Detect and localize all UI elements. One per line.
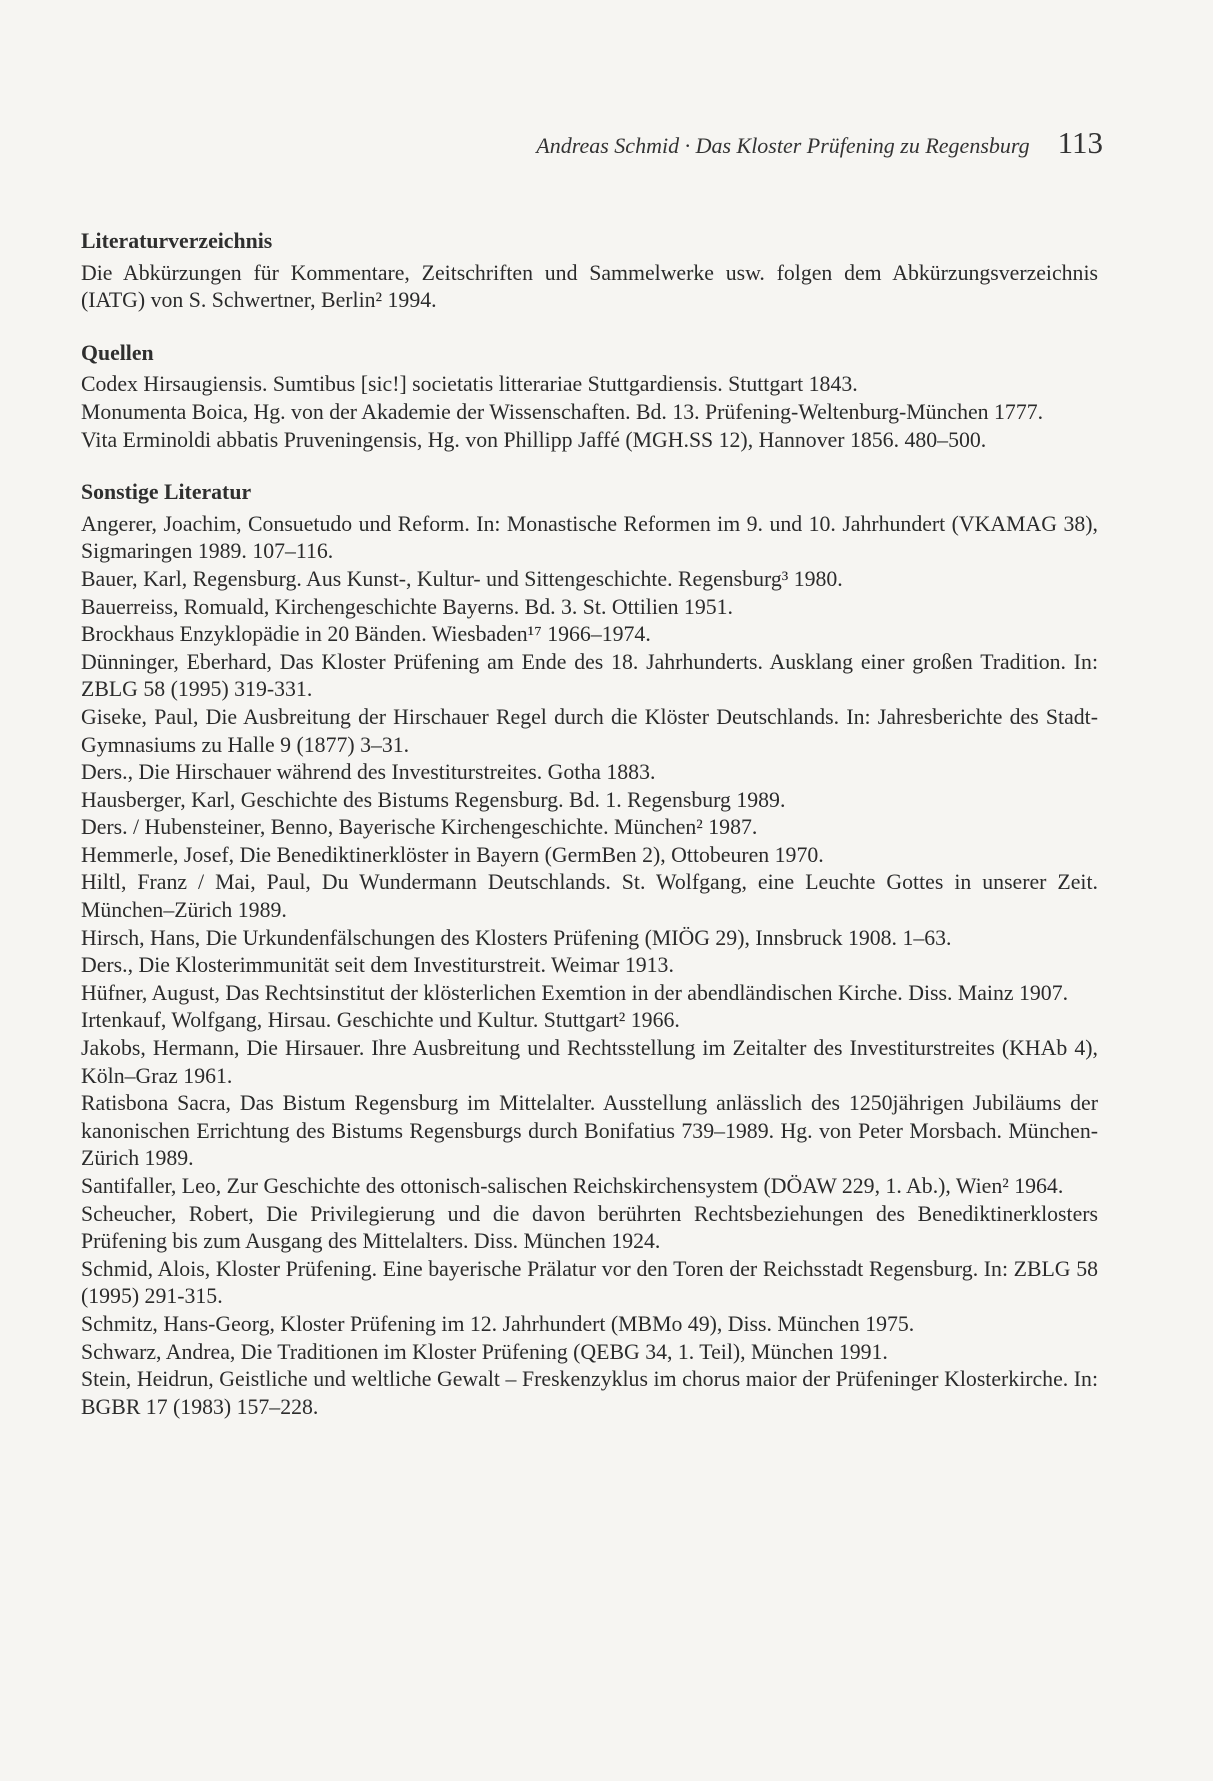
bibliography-entry: Bauer, Karl, Regensburg. Aus Kunst-, Kultur- und Sittengeschichte. Regensburg³ 1980. <box>81 566 843 591</box>
bibliography <box>81 228 1098 1446</box>
bibliography-entry: Hirsch, Hans, Die Urkundenfälschungen des Klosters Prüfening (MIÖG 29), Innsbruck 1908. 1–63. <box>81 925 952 950</box>
bibliography-entry: Angerer, Joachim, Consuetudo und Reform. In: Monastische Reformen im 9. und 10. Jahrhundert (VKAMAG 38), Sigmaringen 1989. 107–116. <box>81 511 1098 564</box>
bibliography-entry: Brockhaus Enzyklopädie in 20 Bänden. Wiesbaden¹⁷ 1966–1974. <box>81 622 651 647</box>
bibliography-entry: Ders., Die Klosterimmunität seit dem Investiturstreit. Weimar 1913. <box>81 953 674 978</box>
bibliography-entry: Schmitz, Hans-Georg, Kloster Prüfening im 12. Jahrhundert (MBMo 49), Diss. München 1975. <box>81 1311 915 1336</box>
bibliography-entry: Hüfner, August, Das Rechtsinstitut der klösterlichen Exemtion in der abendländischen Kirche. Diss. Mainz 1907. <box>81 980 1069 1005</box>
bibliography-entry: Hemmerle, Josef, Die Benediktinerklöster in Bayern (GermBen 2), Ottobeuren 1970. <box>81 842 824 867</box>
bibliography-entry: Monumenta Boica, Hg. von der Akademie der Wissenschaften. Bd. 13. Prüfening-Weltenburg-München 1777. <box>81 399 1044 424</box>
bibliography-entry: Codex Hirsaugiensis. Sumtibus [sic!] societatis litterariae Stuttgardiensis. Stuttgart 1843. <box>81 372 858 397</box>
bibliography-entry: Schwarz, Andrea, Die Traditionen im Kloster Prüfening (QEBG 34, 1. Teil), München 1991. <box>81 1339 888 1364</box>
abbreviation-note: Die Abkürzungen für Kommentare, Zeitschriften und Sammelwerke usw. folgen dem Abkürzungsverzeichnis (IATG) von S. Schwertner, Berlin² 1994. <box>81 260 1098 313</box>
bibliography-entry: Hausberger, Karl, Geschichte des Bistums Regensburg. Bd. 1. Regensburg 1989. <box>81 787 786 812</box>
bibliography-entry: Stein, Heidrun, Geistliche und weltliche Gewalt – Freskenzyklus im chorus maior der Prüfeninger Klosterkirche. In: BGBR 17 (1983) 157–228. <box>81 1367 1098 1419</box>
bibliography-entry: Ders. / Hubensteiner, Benno, Bayerische Kirchengeschichte. München² 1987. <box>81 815 758 840</box>
running-title: Andreas Schmid · Das Kloster Prüfening zu Regensburg <box>536 133 1030 158</box>
bibliography-entry: Bauerreiss, Romuald, Kirchengeschichte Bayerns. Bd. 3. St. Ottilien 1951. <box>81 594 733 619</box>
bibliography-entry: Santifaller, Leo, Zur Geschichte des ottonisch-salischen Reichskirchensystem (DÖAW 229, 1. Ab.), Wien² 1964. <box>81 1174 1064 1198</box>
bibliography-entry: Vita Erminoldi abbatis Pruveningensis, Hg. von Phillipp Jaffé (MGH.SS 12), Hannover 1856. 480–500. <box>81 427 987 452</box>
bibliography-entry: Irtenkauf, Wolfgang, Hirsau. Geschichte und Kultur. Stuttgart² 1966. <box>81 1008 680 1033</box>
bibliography-entry: Ratisbona Sacra, Das Bistum Regensburg im Mittelalter. Ausstellung anlässlich des 1250jährigen Jubiläums der kanonischen Errichtung des Bistums Regensburgs durch Bonifatius 739–1989. Hg. von Peter Morsbach. München-Zürich 1989. <box>81 1091 1098 1171</box>
literaturverzeichnis-section <box>81 228 1098 315</box>
page-header <box>536 125 1103 161</box>
bibliography-entry: Giseke, Paul, Die Ausbreitung der Hirschauer Regel durch die Klöster Deutschlands. In: Jahresberichte des Stadt-Gymnasiums zu Halle 9 (1877) 3–31. <box>81 704 1098 757</box>
section-heading-quellen: Quellen <box>81 340 154 365</box>
bibliography-entry: Scheucher, Robert, Die Privilegierung und die davon berührten Rechtsbeziehungen des Benediktinerklosters Prüfening bis zum Ausgang des Mittelalters. Diss. München 1924. <box>81 1201 1098 1254</box>
bibliography-entry: Schmid, Alois, Kloster Prüfening. Eine bayerische Prälatur vor den Toren der Reichsstadt Regensburg. In: ZBLG 58 (1995) 291-315. <box>81 1256 1098 1309</box>
bibliography-entry: Hiltl, Franz / Mai, Paul, Du Wundermann Deutschlands. St. Wolfgang, eine Leuchte Gottes in unserer Zeit. München–Zürich 1989. <box>81 870 1098 923</box>
sonstige-literatur-section <box>81 479 1098 1421</box>
quellen-section <box>81 340 1098 454</box>
page-number: 113 <box>1057 125 1103 160</box>
section-heading-literaturverzeichnis: Literaturverzeichnis <box>81 229 273 253</box>
bibliography-entry: Ders., Die Hirschauer während des Investiturstreites. Gotha 1883. <box>81 760 656 785</box>
bibliography-entry: Jakobs, Hermann, Die Hirsauer. Ihre Ausbreitung und Rechtsstellung im Zeitalter des Investiturstreites (KHAb 4), Köln–Graz 1961. <box>81 1036 1098 1088</box>
section-heading-sonstige-literatur: Sonstige Literatur <box>81 480 252 505</box>
bibliography-entry: Dünninger, Eberhard, Das Kloster Prüfening am Ende des 18. Jahrhunderts. Ausklang einer großen Tradition. In: ZBLG 58 (1995) 319-331. <box>81 649 1098 702</box>
